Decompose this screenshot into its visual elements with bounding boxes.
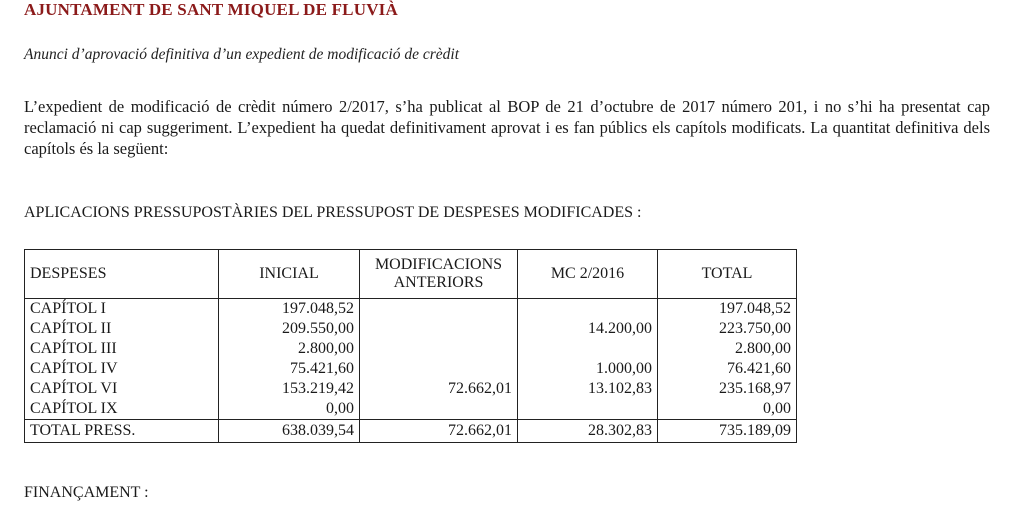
header-modificacions: MODIFICACIONS ANTERIORS — [360, 250, 518, 299]
table-row — [25, 359, 797, 379]
row-label: CAPÍTOL IX — [25, 399, 219, 420]
cell-modificacions — [360, 399, 518, 420]
cell-modificacions — [360, 339, 518, 359]
announcement-subtitle: Anunci d’aprovació definitiva d’un expedient de modificació de crèdit — [24, 46, 460, 63]
cell-mc — [518, 299, 658, 320]
cell-inicial: 197.048,52 — [219, 299, 360, 320]
cell-modificacions — [360, 319, 518, 339]
table-row — [25, 339, 797, 359]
cell-inicial: 2.800,00 — [219, 339, 360, 359]
table-header-row — [25, 250, 797, 299]
row-label: CAPÍTOL VI — [25, 379, 219, 399]
row-label: CAPÍTOL IV — [25, 359, 219, 379]
table-total-row — [25, 420, 797, 443]
row-label: CAPÍTOL II — [25, 319, 219, 339]
header-inicial: INICIAL — [219, 250, 360, 299]
total-mc: 28.302,83 — [518, 420, 658, 443]
total-modificacions: 72.662,01 — [360, 420, 518, 443]
cell-mc: 14.200,00 — [518, 319, 658, 339]
row-label: CAPÍTOL I — [25, 299, 219, 320]
cell-mc — [518, 339, 658, 359]
cell-inicial: 75.421,60 — [219, 359, 360, 379]
header-despeses: DESPESES — [25, 250, 219, 299]
cell-total: 2.800,00 — [658, 339, 797, 359]
announcement-paragraph: L’expedient de modificació de crèdit número 2/2017, s’ha publicat al BOP de 21 d’octubre de 2017 número 201, i no s’hi ha presentat cap reclamació ni cap suggeriment. L’expedient ha quedat definitivament aprovat i es fan públics els capítols modificats. La quantitat definitiva dels capítols és la següent: — [24, 97, 990, 158]
total-inicial: 638.039,54 — [219, 420, 360, 443]
cell-total: 197.048,52 — [658, 299, 797, 320]
row-label: CAPÍTOL III — [25, 339, 219, 359]
cell-total: 223.750,00 — [658, 319, 797, 339]
cell-inicial: 0,00 — [219, 399, 360, 420]
header-mc: MC 2/2016 — [518, 250, 658, 299]
expenses-table — [24, 249, 797, 443]
cell-inicial: 209.550,00 — [219, 319, 360, 339]
table-row — [25, 299, 797, 320]
total-total: 735.189,09 — [658, 420, 797, 443]
table-row — [25, 379, 797, 399]
cell-mc: 1.000,00 — [518, 359, 658, 379]
cell-mc: 13.102,83 — [518, 379, 658, 399]
table-row — [25, 399, 797, 420]
cell-total: 76.421,60 — [658, 359, 797, 379]
cell-modificacions — [360, 299, 518, 320]
section-heading-financing: FINANÇAMENT : — [24, 484, 149, 501]
cell-total: 0,00 — [658, 399, 797, 420]
cell-inicial: 153.219,42 — [219, 379, 360, 399]
cell-total: 235.168,97 — [658, 379, 797, 399]
page-heading: AJUNTAMENT DE SANT MIQUEL DE FLUVIÀ — [24, 0, 398, 19]
section-heading-expenses: APLICACIONS PRESSUPOSTÀRIES DEL PRESSUPOST DE DESPESES MODIFICADES : — [24, 204, 642, 221]
header-total: TOTAL — [658, 250, 797, 299]
cell-modificacions — [360, 359, 518, 379]
total-label: TOTAL PRESS. — [25, 420, 219, 443]
cell-modificacions: 72.662,01 — [360, 379, 518, 399]
cell-mc — [518, 399, 658, 420]
table-row — [25, 319, 797, 339]
